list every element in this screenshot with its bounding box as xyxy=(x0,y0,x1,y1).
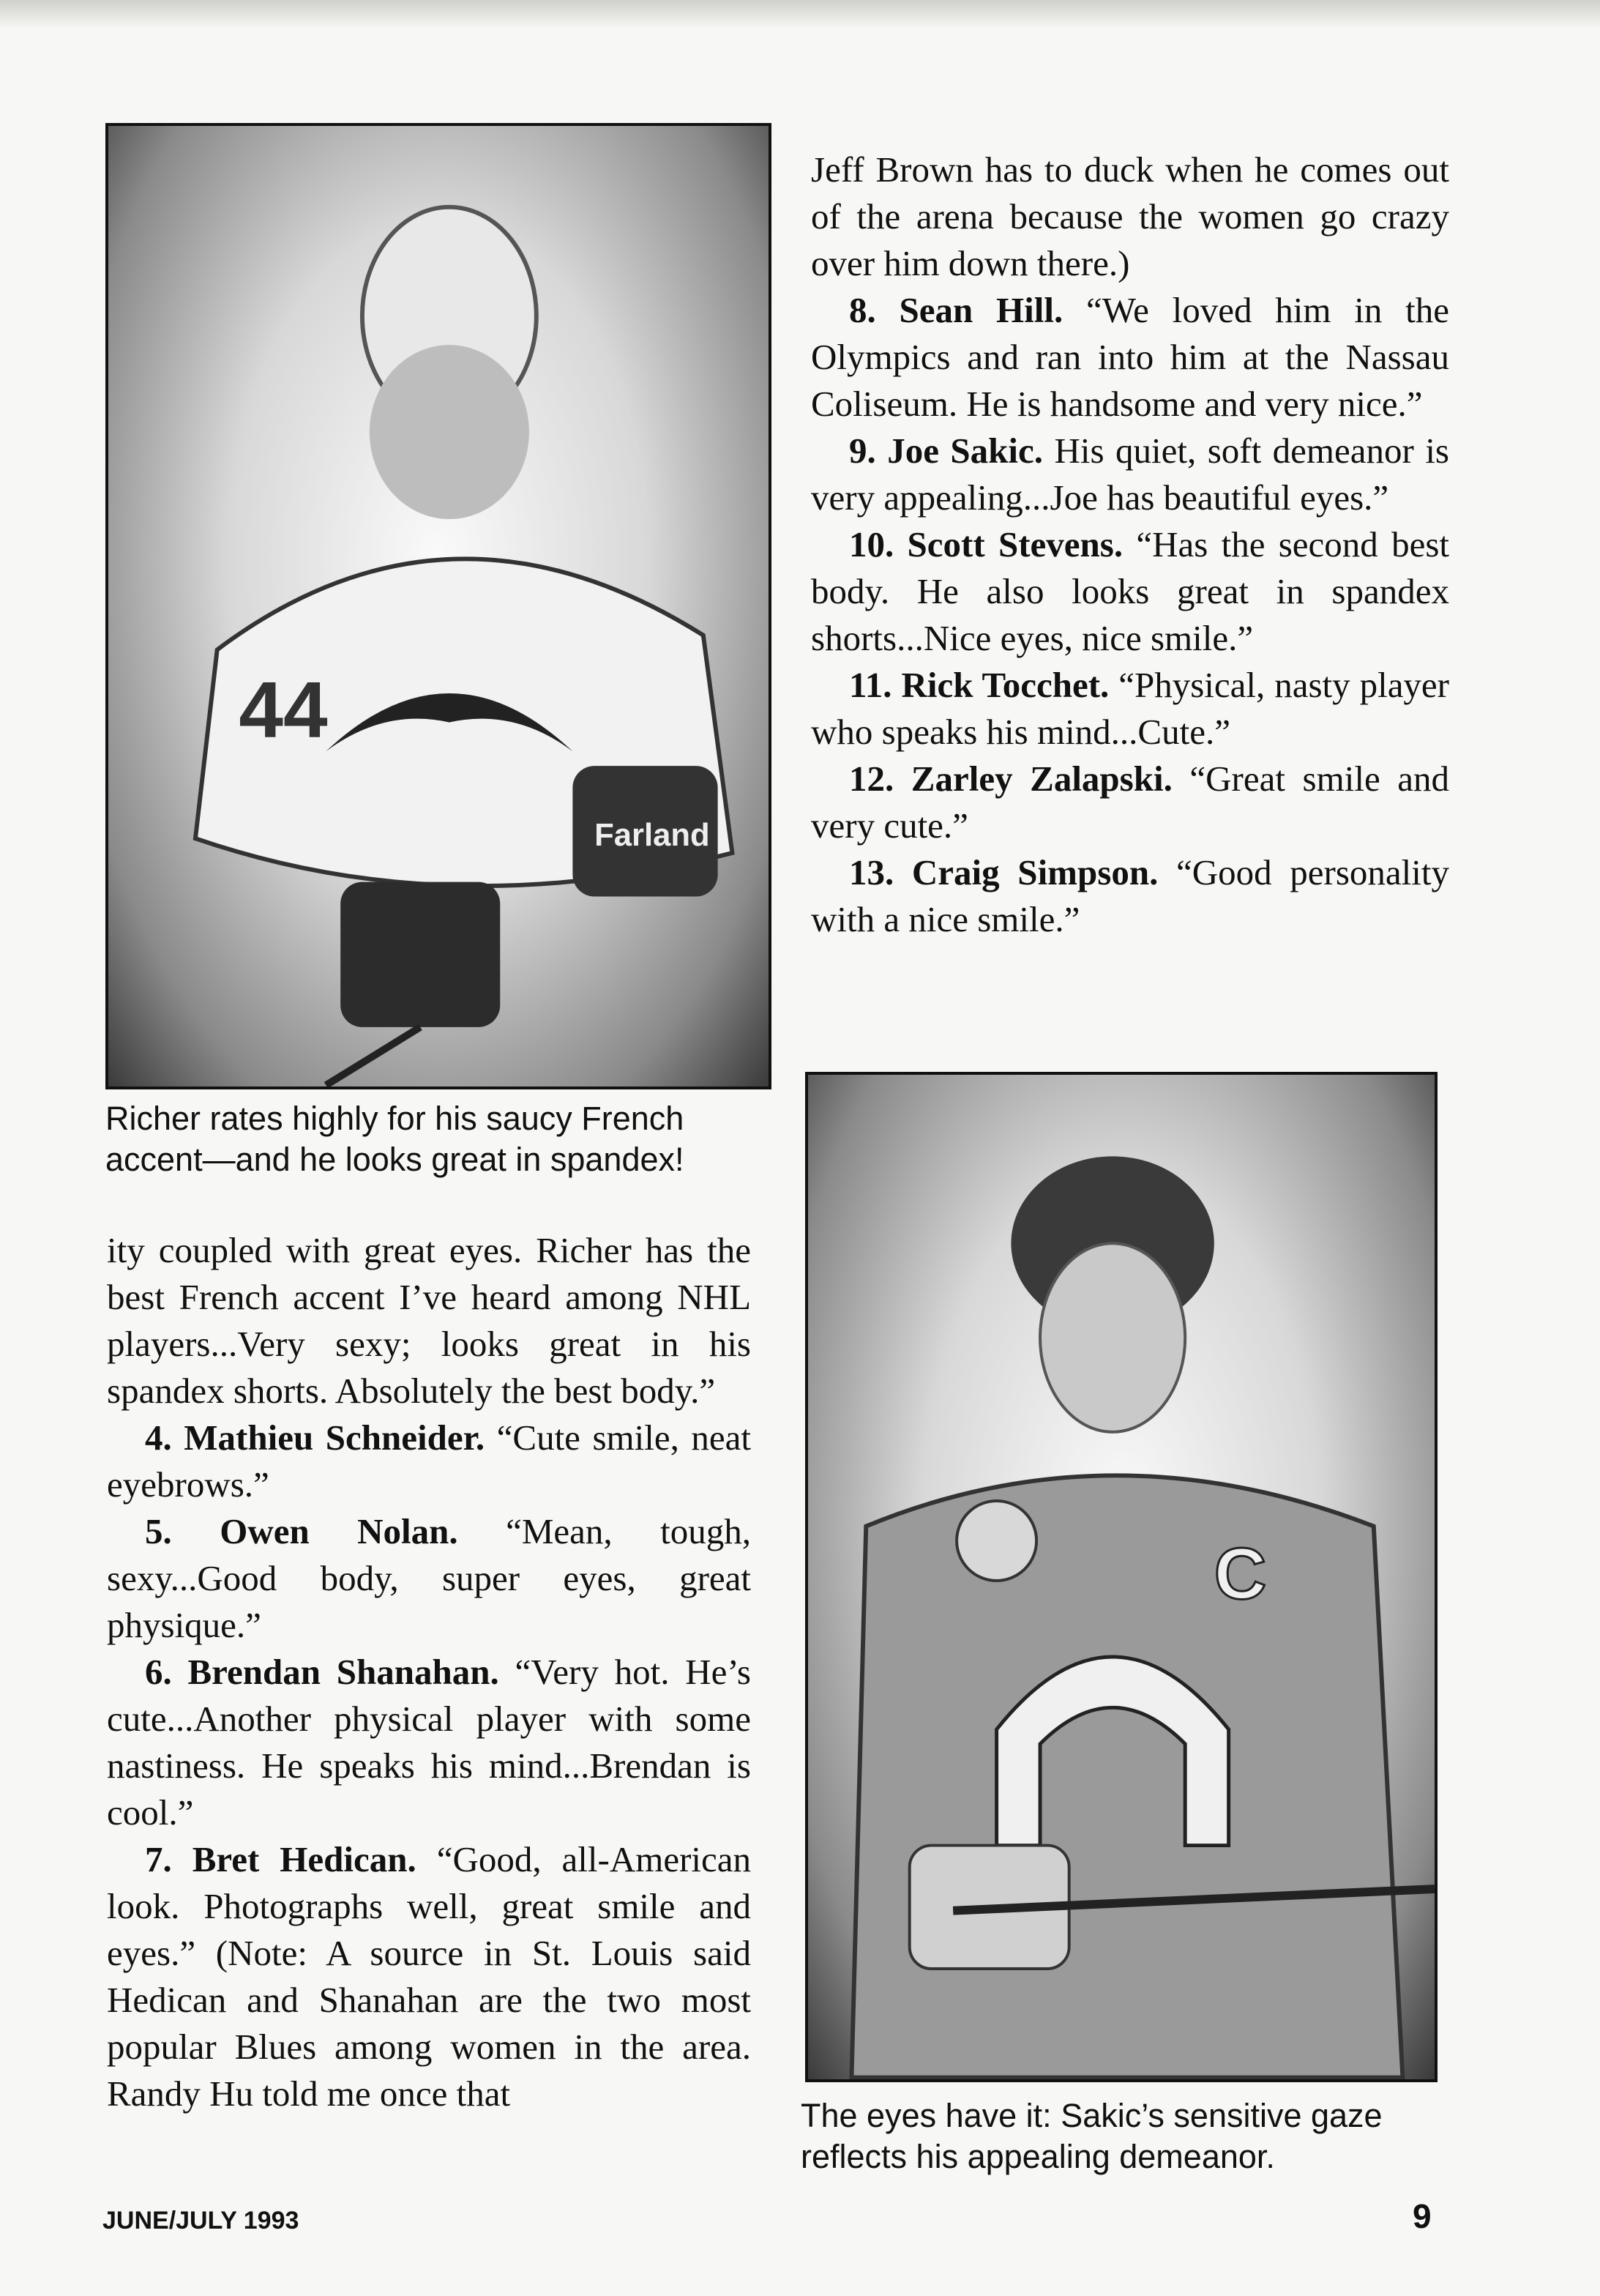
right-text-column xyxy=(811,146,1449,943)
list-item: 5. Owen Nolan. “Mean, tough, sexy...Good body, super eyes, great physique.” xyxy=(107,1511,751,1645)
photo-richer-caption xyxy=(105,1098,684,1180)
photo-sakic-illustration xyxy=(808,1075,1435,2079)
shoulder-patch xyxy=(957,1501,1036,1581)
issue-date: JUNE/JULY 1993 xyxy=(102,2207,299,2234)
list-item: 8. Sean Hill. “We loved him in the Olympics and ran into him at the Nassau Coliseum. He is handsome and very nice.” xyxy=(811,290,1450,424)
list-item: 9. Joe Sakic. His quiet, soft demeanor is very appealing...Joe has beautiful eyes.” xyxy=(811,430,1450,518)
photo-sakic-caption xyxy=(801,2095,1383,2177)
photo-richer xyxy=(105,123,771,1089)
list-item: 13. Craig Simpson. “Good personality with a nice smile.” xyxy=(811,852,1449,939)
photo-sakic xyxy=(805,1072,1438,2082)
caption-line: reflects his appealing demeanor. xyxy=(801,2138,1275,2175)
jersey-shape xyxy=(851,1475,1402,2077)
list-item: 6. Brendan Shanahan. “Very hot. He’s cute...Another physical player with some nastiness. He speaks his mind...Brendan is cool.” xyxy=(107,1652,752,1833)
list-item: 12. Zarley Zalapski. “Great smile and very cute.” xyxy=(811,758,1449,846)
caption-line: Richer rates highly for his saucy French xyxy=(105,1100,684,1137)
face-shape xyxy=(1040,1243,1185,1432)
paragraph: ity coupled with great eyes. Richer has the best French accent I’ve heard among NHL players...Very sexy; looks great in his spandex shorts. Absolutely the best body.” xyxy=(107,1230,751,1411)
list-item: 4. Mathieu Schneider. “Cute smile, neat eyebrows.” xyxy=(107,1417,751,1505)
page-number: 9 xyxy=(1413,2197,1432,2235)
hockey-stick xyxy=(326,1027,420,1085)
captain-letter: C xyxy=(1214,1532,1267,1614)
caption-line: accent—and he looks great in spandex! xyxy=(105,1141,684,1178)
paragraph: Jeff Brown has to duck when he comes out of the arena because the women go crazy over him down there.) xyxy=(811,149,1449,283)
photo-richer-illustration xyxy=(108,126,769,1086)
scan-edge-shadow xyxy=(0,0,1600,29)
glove-brand-label: Farland xyxy=(594,818,710,854)
left-text-column xyxy=(107,1227,751,2117)
jersey-number: 44 xyxy=(239,665,328,755)
list-item: 7. Bret Hedican. “Good, all-American look. Photographs well, great smile and eyes.” (Note: A source in St. Louis said Hedican and Shanahan are the two most popular Blues among women in the area. Randy Hu told me once that xyxy=(107,1839,752,2114)
list-item: 10. Scott Stevens. “Has the second best body. He also looks great in spandex shorts...Nice eyes, nice smile.” xyxy=(811,524,1450,658)
caption-line: The eyes have it: Sakic’s sensitive gaze xyxy=(801,2097,1383,2134)
list-item: 11. Rick Tocchet. “Physical, nasty player who speaks his mind...Cute.” xyxy=(811,665,1450,752)
face-shape xyxy=(370,345,529,519)
left-glove xyxy=(340,882,500,1027)
